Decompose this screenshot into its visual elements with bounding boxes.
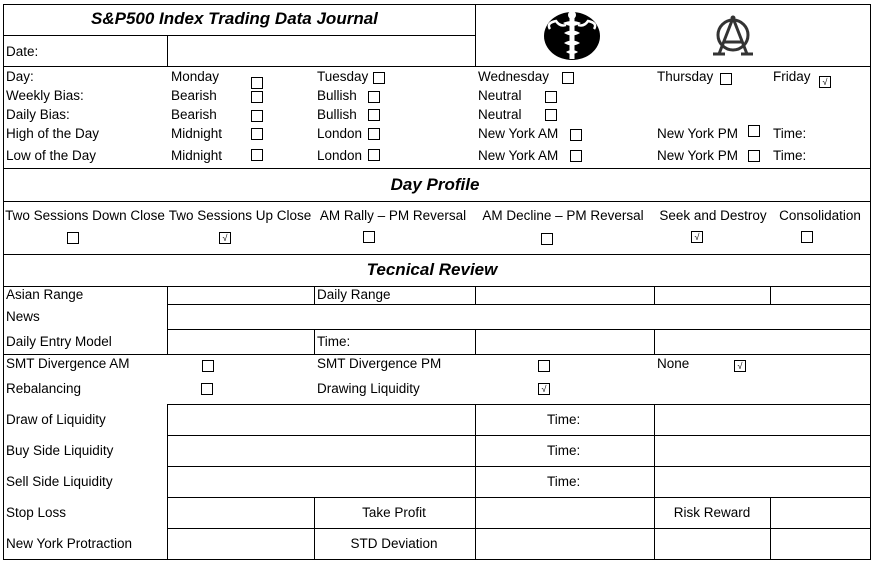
draw-of-liquidity-time-label: Time: [547, 412, 581, 427]
take-profit-field[interactable] [476, 498, 653, 527]
day-tuesday-checkbox[interactable] [373, 72, 385, 84]
sell-side-liquidity-label: Sell Side Liquidity [6, 474, 113, 489]
buy-side-liquidity-label: Buy Side Liquidity [6, 443, 114, 458]
day-option-wednesday: Wednesday [478, 69, 550, 84]
stop-loss-field[interactable] [168, 498, 313, 527]
risk-reward-label: Risk Reward [673, 505, 751, 520]
date-label: Date: [6, 44, 39, 59]
high-london: London [317, 126, 363, 141]
low-london: London [317, 148, 363, 163]
daily-neutral-checkbox[interactable] [545, 109, 557, 121]
low-ny-pm-checkbox[interactable] [748, 150, 760, 162]
day-option-friday: Friday [773, 69, 811, 84]
daily-range-label: Daily Range [317, 287, 391, 302]
entry-time-label: Time: [317, 334, 351, 349]
risk-reward-field[interactable] [771, 498, 869, 527]
smt-am-label: SMT Divergence AM [6, 356, 130, 371]
daily-bullish-checkbox[interactable] [368, 109, 380, 121]
buy-side-time-label: Time: [547, 443, 581, 458]
rebalancing-checkbox[interactable] [201, 383, 213, 395]
low-london-checkbox[interactable] [368, 149, 380, 161]
day-option-monday: Monday [171, 69, 220, 84]
high-ny-pm-checkbox[interactable] [748, 125, 760, 137]
news-field[interactable] [168, 305, 870, 328]
day-friday-checkbox[interactable]: √ [819, 76, 831, 88]
day-profile-title: Day Profile [390, 175, 480, 194]
none-checkbox[interactable]: √ [734, 360, 746, 372]
buy-side-liquidity-field[interactable] [168, 436, 474, 465]
smt-am-checkbox[interactable] [202, 360, 214, 372]
asian-range-field[interactable] [168, 287, 313, 303]
daily-entry-model-label: Daily Entry Model [6, 334, 112, 349]
daily-bearish-checkbox[interactable] [251, 110, 263, 122]
std-deviation-field[interactable] [476, 529, 653, 558]
day-option-thursday: Thursday [657, 69, 714, 84]
asian-range-label: Asian Range [6, 287, 84, 302]
high-new-york-pm: New York PM [657, 126, 739, 141]
weekly-bias-label: Weekly Bias: [6, 88, 84, 103]
weekly-bias-bullish: Bullish [317, 88, 357, 103]
daily-range-field[interactable] [476, 287, 653, 303]
profile-am-rally: AM Rally – PM Reversal [319, 208, 467, 223]
profile-am-decline-checkbox[interactable] [541, 233, 553, 245]
stop-loss-label: Stop Loss [6, 505, 67, 520]
low-time-label: Time: [773, 148, 807, 163]
weekly-bearish-checkbox[interactable] [251, 91, 263, 103]
std-deviation-label: STD Deviation [350, 536, 438, 551]
high-of-day-label: High of the Day [6, 126, 100, 141]
compass-a-logo [709, 14, 757, 58]
day-label: Day: [6, 69, 34, 84]
high-time-label: Time: [773, 126, 807, 141]
drawing-liquidity-checkbox[interactable]: √ [538, 383, 550, 395]
date-field[interactable] [168, 36, 474, 65]
news-label: News [6, 309, 40, 324]
profile-seek-and-destroy-checkbox[interactable]: √ [691, 231, 703, 243]
profile-two-sessions-down-checkbox[interactable] [67, 232, 79, 244]
none-label: None [657, 356, 690, 371]
profile-two-sessions-down: Two Sessions Down Close [5, 208, 165, 223]
profile-consolidation: Consolidation [779, 208, 861, 223]
page-title: S&P500 Index Trading Data Journal [91, 9, 378, 28]
low-ny-am-checkbox[interactable] [570, 150, 582, 162]
low-of-day-label: Low of the Day [6, 148, 97, 163]
daily-bias-bullish: Bullish [317, 107, 357, 122]
day-wednesday-checkbox[interactable] [562, 72, 574, 84]
daily-bias-bearish: Bearish [171, 107, 217, 122]
day-monday-checkbox[interactable] [251, 77, 263, 89]
daily-bias-label: Daily Bias: [6, 107, 70, 122]
profile-am-rally-checkbox[interactable] [363, 231, 375, 243]
day-thursday-checkbox[interactable] [720, 73, 732, 85]
low-midnight: Midnight [171, 148, 223, 163]
high-new-york-am: New York AM [478, 126, 559, 141]
caduceus-logo [542, 9, 602, 61]
weekly-bullish-checkbox[interactable] [368, 91, 380, 103]
day-option-tuesday: Tuesday [317, 69, 369, 84]
rebalancing-label: Rebalancing [6, 381, 82, 396]
high-london-checkbox[interactable] [368, 128, 380, 140]
profile-seek-and-destroy: Seek and Destroy [659, 208, 767, 223]
low-new-york-pm: New York PM [657, 148, 739, 163]
new-york-protraction-label: New York Protraction [6, 536, 133, 551]
low-new-york-am: New York AM [478, 148, 559, 163]
drawing-liquidity-label: Drawing Liquidity [317, 381, 420, 396]
weekly-bias-bearish: Bearish [171, 88, 217, 103]
technical-review-title: Tecnical Review [366, 260, 498, 279]
profile-consolidation-checkbox[interactable] [801, 231, 813, 243]
high-midnight: Midnight [171, 126, 223, 141]
high-ny-am-checkbox[interactable] [570, 129, 582, 141]
low-midnight-checkbox[interactable] [251, 149, 263, 161]
take-profit-label: Take Profit [362, 505, 426, 520]
new-york-protraction-field[interactable] [168, 529, 313, 558]
sell-side-time-label: Time: [547, 474, 581, 489]
weekly-neutral-checkbox[interactable] [545, 91, 557, 103]
sell-side-liquidity-field[interactable] [168, 467, 474, 496]
draw-of-liquidity-label: Draw of Liquidity [6, 412, 106, 427]
profile-two-sessions-up-checkbox[interactable]: √ [219, 232, 231, 244]
smt-pm-checkbox[interactable] [538, 360, 550, 372]
high-midnight-checkbox[interactable] [251, 128, 263, 140]
weekly-bias-neutral: Neutral [478, 88, 522, 103]
daily-bias-neutral: Neutral [478, 107, 522, 122]
profile-am-decline: AM Decline – PM Reversal [482, 208, 644, 223]
draw-of-liquidity-field[interactable] [168, 405, 474, 434]
smt-pm-label: SMT Divergence PM [317, 356, 442, 371]
daily-entry-model-field[interactable] [168, 330, 313, 353]
profile-two-sessions-up: Two Sessions Up Close [168, 208, 312, 223]
